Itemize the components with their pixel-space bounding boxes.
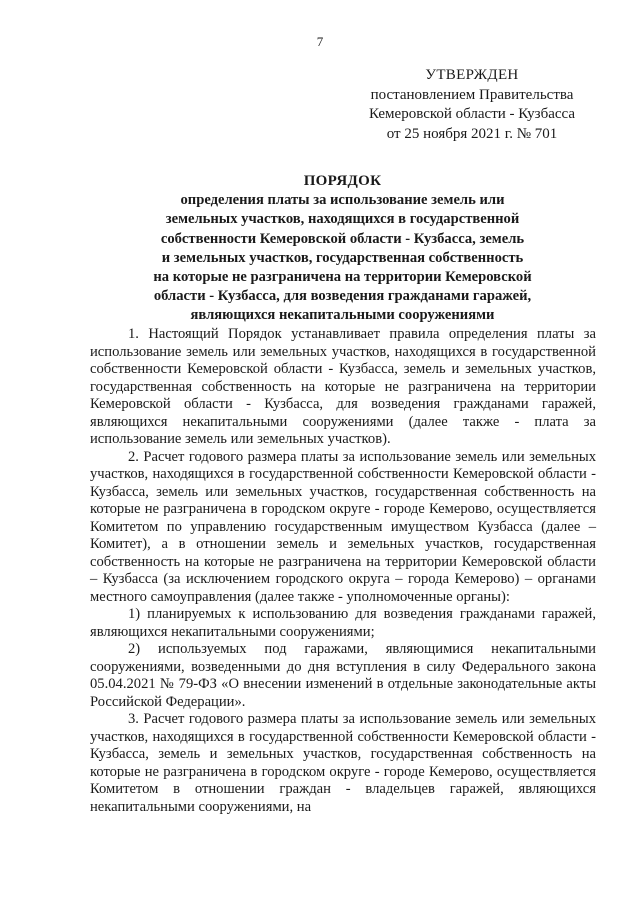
- subitem-1: 1) планируемых к использованию для возведения гражданами гаражей, являющихся некапитальными сооружениями;: [90, 606, 596, 640]
- approval-block: [352, 66, 592, 144]
- title-line: земельных участков, находящихся в государственной: [165, 211, 520, 228]
- approval-authority: постановлением Правительства: [370, 86, 574, 103]
- title-line: области - Кузбасса, для возведения гражданами гаражей,: [153, 288, 532, 305]
- title-line: определения платы за использование земель или: [180, 192, 505, 209]
- approval-date: от 25 ноября 2021 г. № 701: [386, 125, 558, 142]
- title-line: являющихся некапитальными сооружениями: [190, 307, 495, 324]
- approval-heading: УТВЕРЖДЕН: [425, 67, 519, 83]
- paragraph-2: 2. Расчет годового размера платы за использование земель или земельных участков, находящихся в государственной собственности Кемеровской области - Кузбасса, земель или земельных участков, государственная собственность на которые не разграничена в городском округе - городе Кемерово, осуществляется Комитетом по управлению государственным имуществом Кузбасса (далее – Комитет), а в отношении земель и земельных участков, государственная собственность на которые не разграничена на территории Кемеровской области – Кузбасса (за исключением городского округа – города Кемерово) – органами местного самоуправления (далее также - уполномоченные органы):: [90, 448, 596, 605]
- subitem-2: 2) используемых под гаражами, являющимися некапитальными сооружениями, возведенными до дня вступления в силу Федерального закона 05.04.2021 № 79-ФЗ «О внесении изменений в отдельные законодательные акты Российской Федерации».: [90, 641, 596, 710]
- page-number: 7: [316, 34, 324, 49]
- document-body: [90, 326, 596, 816]
- approval-region: Кемеровской области - Кузбасса: [368, 106, 576, 122]
- title-line: на которые не разграничена на территории Кемеровской: [153, 269, 532, 286]
- title-heading: ПОРЯДОК: [303, 173, 382, 189]
- document-title: [100, 172, 585, 326]
- title-line: собственности Кемеровской области - Кузбасса, земель: [160, 230, 525, 247]
- paragraph-3: 3. Расчет годового размера платы за использование земель или земельных участков, находящихся в государственной собственности Кемеровской области - Кузбасса, земель и земельных участков, государственная собственность на которые не разграничена в городском округе - городе Кемерово, осуществляется Комитетом в отношении граждан - владельцев гаражей, являющихся некапитальными сооружениями, на: [90, 711, 596, 815]
- title-line: и земельных участков, государственная собственность: [161, 249, 524, 266]
- paragraph-1: 1. Настоящий Порядок устанавливает правила определения платы за использование земель или земельных участков, находящихся в государственной собственности Кемеровской области - Кузбасса, земель и земельных участков, государственная собственность на которые не разграничена на территории Кемеровской области - Кузбасса, для возведения гражданами гаражей, являющихся некапитальными сооружениями (далее также - плата за использование земель или земельных участков).: [90, 326, 596, 447]
